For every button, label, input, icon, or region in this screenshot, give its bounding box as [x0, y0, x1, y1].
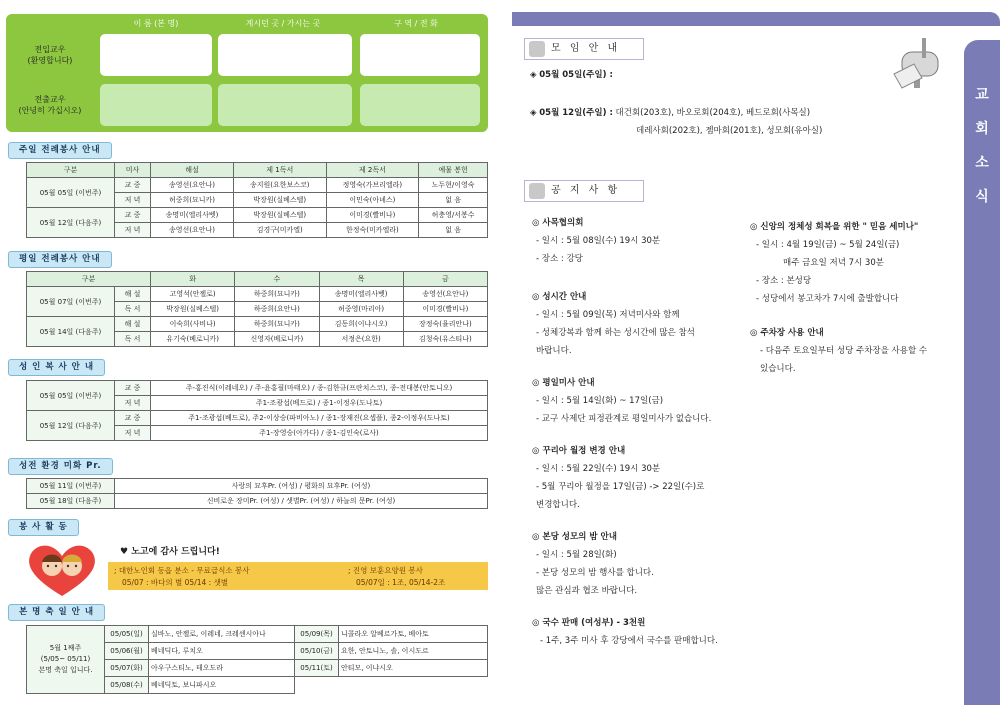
sunday-header-cell: 미사: [115, 163, 151, 178]
table-cell: 장정숙(율리안나): [403, 317, 487, 332]
visit-in-title: 전입교우: [34, 45, 66, 54]
table-cell: 노두현/이영숙: [419, 178, 488, 193]
feast-week-label: 5월 1째주: [49, 644, 82, 652]
person-icon: [529, 41, 545, 57]
service-line2-right: 05/07일 : 1조, 05/14-2조: [356, 578, 446, 587]
visit-out-district-field[interactable]: [360, 84, 480, 126]
notice-line: - 장소 : 본성당: [756, 276, 812, 286]
table-cell: 송지원(요한보스코): [233, 178, 326, 193]
weekday-header-cell: 수: [235, 272, 319, 287]
thanks-label: 노고에 감사 드립니다!: [131, 547, 220, 557]
notice-item-title: ◎ 성시간 안내: [532, 292, 587, 302]
table-cell: 박장원(실베스텔): [233, 193, 326, 208]
notice-item: [532, 374, 718, 428]
weekday-header-cell: 화: [151, 272, 235, 287]
notice-line: 변경합니다.: [536, 500, 580, 510]
date-cell: 05월 18일 (다음주): [27, 494, 115, 509]
visit-out-title: 전출교우: [34, 95, 66, 104]
notice-line: 있습니다.: [760, 364, 796, 374]
sunday-header-cell: 예물 봉헌: [419, 163, 488, 178]
feast-names-cell: 아우구스티노, 테오도라: [149, 660, 295, 677]
feast-names-cell: 요한, 안토니노, 솔, 이시도르: [339, 643, 488, 660]
notice-line: - 1주, 3주 미사 후 강당에서 국수를 판매합니다.: [540, 636, 718, 646]
feast-date-cell: 05/11(토): [295, 660, 339, 677]
service-section-title: 봉 사 활 동: [8, 519, 79, 536]
notice-line: - 5월 꾸리아 월정을 17일(금) -> 22일(수)로: [536, 482, 705, 492]
empty-cell: [339, 677, 488, 694]
notice-item: [532, 614, 718, 650]
person-icon: [529, 183, 545, 199]
visit-out-sub: (안녕히 가십시오): [18, 106, 82, 115]
notice-line: - 교구 사제단 피정관계로 평일미사가 없습니다.: [536, 414, 712, 424]
notice-item: [532, 288, 718, 360]
table-cell: 하중희(묘니카): [235, 287, 319, 302]
table-cell: 정영숙(가브리엘라): [326, 178, 419, 193]
table-cell: 신비로운 장미Pr. (여성) / 샛별Pr. (여성) / 하늘의 문Pr. (여성): [115, 494, 488, 509]
meeting-item-2-date: 05월 12일(주일) :: [539, 108, 613, 118]
visit-header-name: 이 름 (본 명): [133, 19, 179, 28]
notice-line: - 일시 : 5월 14일(화) ~ 17일(금): [536, 396, 664, 406]
table-cell: 허충영/서봉수: [419, 208, 488, 223]
notice-right-column: [750, 218, 927, 378]
weekday-header-cell: 금: [403, 272, 487, 287]
feast-date-cell: 05/09(목): [295, 626, 339, 643]
feast-date-cell: 05/06(월): [105, 643, 149, 660]
notice-item: [750, 218, 927, 308]
meeting-header: [524, 38, 644, 60]
feast-names-cell: 베네딕토, 보니파시오: [149, 677, 295, 694]
visit-out-place-field[interactable]: [218, 84, 352, 126]
top-bar: [512, 12, 1000, 26]
visit-row-in-label: [10, 44, 90, 66]
notice-line: - 본당 성모의 밤 행사를 합니다.: [536, 568, 654, 578]
notice-item-title: ◎ 꾸리아 월정 변경 안내: [532, 446, 626, 456]
altar-section-title: 성 인 복 사 안 내: [8, 359, 105, 376]
notice-line: - 일시 : 5월 22일(수) 19시 30분: [536, 464, 661, 474]
feast-names-cell: 베네딕다, 루치오: [149, 643, 295, 660]
notice-line: - 장소 : 강당: [536, 254, 583, 264]
table-row: [27, 626, 488, 643]
visit-header-place: 계시던 곳 / 가시는 곳: [245, 19, 321, 28]
table-cell: 송영선(요안나): [151, 178, 234, 193]
right-page: [500, 0, 1000, 705]
table-cell: 하중희(요안나): [235, 302, 319, 317]
table-cell: 신영자(베로니카): [235, 332, 319, 347]
sunday-header-cell: 해설: [151, 163, 234, 178]
table-cell: 박장원(실베스텔): [233, 208, 326, 223]
table-cell: 송명미(엘리사벳): [319, 287, 403, 302]
notice-item-title: ◎ 사목협의회: [532, 218, 584, 228]
feast-week-range: (5/05~ 05/11): [40, 655, 91, 663]
table-cell: 김동희(이냐시오): [319, 317, 403, 332]
weekday-header-cell: 구분: [27, 272, 151, 287]
feast-names-cell: 실바노, 안젤로, 이레네, 크레센시아나: [149, 626, 295, 643]
table-cell: 하중희(묘니카): [235, 317, 319, 332]
empty-cell: [295, 677, 339, 694]
table-cell: 없 음: [419, 223, 488, 238]
table-cell: 고영석(안젤로): [151, 287, 235, 302]
visit-in-name-field[interactable]: [100, 34, 212, 76]
service-line1-right: ; 진영 보훈요양원 봉사: [348, 566, 423, 575]
table-cell: 김경구(미카엘): [233, 223, 326, 238]
notice-line: 바랍니다.: [536, 346, 572, 356]
table-cell: 이미경(빨비나): [403, 302, 487, 317]
notice-item-title: ◎ 신앙의 정체성 회복을 위한 " 믿음 세미나": [750, 222, 919, 232]
mass-cell: 저 녁: [115, 193, 151, 208]
notice-line: - 성당에서 봉고차가 7시에 출발합니다: [756, 294, 899, 304]
date-cell: 05월 14일 (다음주): [27, 317, 115, 347]
notice-item-title: ◎ 본당 성모의 밤 안내: [532, 532, 617, 542]
mailbox-icon: [892, 34, 952, 90]
role-cell: 해 설: [115, 317, 151, 332]
notice-line: - 일시 : 5월 09일(목) 저녁미사와 함께: [536, 310, 680, 320]
heart-icon: ♥: [120, 547, 132, 557]
sunday-header-cell: 제 2독서: [326, 163, 419, 178]
thanks-banner: [8, 540, 488, 594]
couple-heart-icon: [22, 540, 102, 598]
table-cell: 주1-조광섭(베드로) / 종1-이정우(도나토): [151, 396, 488, 411]
notice-item-title: ◎ 주차장 사용 안내: [750, 328, 824, 338]
date-cell: 05월 12일 (다음주): [27, 411, 115, 441]
feast-week-note: 본명 축일 입니다.: [38, 666, 93, 674]
side-tab-char: 식: [975, 189, 989, 205]
notice-item: [532, 528, 718, 600]
weekday-table: [26, 271, 488, 347]
mass-cell: 저 녁: [115, 426, 151, 441]
notice-item: [532, 442, 718, 514]
notice-item-title: ◎ 국수 판매 (여성부) - 3천원: [532, 618, 646, 628]
mass-cell: 교 중: [115, 178, 151, 193]
feast-names-cell: 안티모, 이냐시오: [339, 660, 488, 677]
side-tab-char: 교: [975, 87, 989, 103]
diamond-icon: ◈: [530, 70, 540, 80]
table-cell: 사랑의 묘후Pr. (여성) / 평화의 묘후Pr. (여성): [115, 479, 488, 494]
feast-week-cell: [27, 626, 105, 694]
table-cell: 송명미(엘리사벳): [151, 208, 234, 223]
feast-date-cell: 05/07(화): [105, 660, 149, 677]
mass-cell: 교 중: [115, 411, 151, 426]
table-cell: 주1-장영승(아가다) / 종1-김인숙(로사): [151, 426, 488, 441]
meeting-title: 모 임 안 내: [551, 43, 621, 54]
side-tab-char: 회: [975, 121, 989, 137]
meeting-item-1: [530, 66, 613, 84]
feast-names-cell: 니콜라오 알베르가토, 베아토: [339, 626, 488, 643]
notice-left-column: [532, 214, 718, 650]
meeting-item-2-text1: 대건회(203호), 바오로회(204호), 베드로회(사목실): [615, 108, 811, 118]
visit-in-sub: (환영합니다): [27, 56, 73, 65]
meeting-item-2-text2: 데레사회(202호), 젬마회(201호), 성모회(유아실): [636, 126, 823, 136]
role-cell: 독 서: [115, 302, 151, 317]
date-cell: 05월 12일 (다음주): [27, 208, 115, 238]
visitor-box: [6, 14, 488, 132]
sunday-table: [26, 162, 488, 238]
sunday-header-cell: 구분: [27, 163, 115, 178]
weekday-section-title: 평일 전례봉사 안내: [8, 251, 112, 268]
table-cell: 이민숙(아녜스): [326, 193, 419, 208]
table-row: [27, 287, 488, 302]
visit-header-district: 구 역 / 전 화: [394, 19, 438, 28]
altar-table: [26, 380, 488, 441]
notice-header: [524, 180, 644, 202]
visit-row-out-label: [10, 94, 90, 116]
service-line1-left: ; 대한노인회 동읍 분소 - 무료급식소 봉사: [114, 566, 250, 575]
date-cell: 05월 11일 (이번주): [27, 479, 115, 494]
sunday-header-cell: 제 1독서: [233, 163, 326, 178]
table-cell: 박장원(실베스텔): [151, 302, 235, 317]
feast-date-cell: 05/05(일): [105, 626, 149, 643]
table-cell: 한정숙(미카엘라): [326, 223, 419, 238]
visit-in-district-field[interactable]: [360, 34, 480, 76]
mass-cell: 저 녁: [115, 223, 151, 238]
table-cell: 김청숙(유스티나): [403, 332, 487, 347]
notice-line: 많은 관심과 협조 바랍니다.: [536, 586, 638, 596]
table-row: [27, 494, 488, 509]
table-row: [27, 178, 488, 193]
service-band: [108, 562, 488, 590]
table-cell: 주-홍진식(이레네오) / 주-윤홍필(마태오) / 종-김한규(프란치스코), 종-전대봉(안토니오): [151, 381, 488, 396]
pr-section-title: 성전 환경 미화 Pr.: [8, 458, 113, 475]
feast-table: [26, 625, 488, 694]
table-cell: 이숙희(사비나): [151, 317, 235, 332]
table-cell: 이미경(빨비나): [326, 208, 419, 223]
notice-line: - 다음주 토요일부터 성당 주차장을 사용할 수: [760, 346, 928, 356]
mass-cell: 저 녁: [115, 396, 151, 411]
notice-item: [750, 324, 927, 378]
meeting-item-2: [530, 104, 810, 122]
table-cell: 허중영(마리아): [319, 302, 403, 317]
table-cell: 서정은(요한): [319, 332, 403, 347]
table-cell: 송영선(요안나): [403, 287, 487, 302]
notice-item: [532, 214, 718, 268]
sunday-section-title: 주일 전례봉사 안내: [8, 142, 112, 159]
table-cell: 유기숙(베로니카): [151, 332, 235, 347]
table-cell: 허중희(묘니카): [151, 193, 234, 208]
diamond-icon: ◈: [530, 108, 540, 118]
role-cell: 독 서: [115, 332, 151, 347]
weekday-header-cell: 목: [319, 272, 403, 287]
table-row: [27, 208, 488, 223]
table-row: [27, 317, 488, 332]
date-cell: 05월 05일 (이번주): [27, 381, 115, 411]
meeting-item-1-text: 05월 05일(주일) :: [539, 70, 613, 80]
table-cell: 없 음: [419, 193, 488, 208]
mass-cell: 교 중: [115, 381, 151, 396]
visit-in-place-field[interactable]: [218, 34, 352, 76]
side-tab: [964, 40, 1000, 705]
notice-title: 공 지 사 항: [551, 185, 621, 196]
notice-line: - 성체강복과 함께 하는 성시간에 많은 참석: [536, 328, 695, 338]
notice-item-title: ◎ 평일미사 안내: [532, 378, 595, 388]
notice-line: 매주 금요일 저녁 7시 30분: [756, 258, 884, 268]
table-cell: 송영선(요안나): [151, 223, 234, 238]
pr-table: [26, 478, 488, 509]
date-cell: 05월 07일 (이번주): [27, 287, 115, 317]
side-tab-char: 소: [975, 155, 989, 171]
table-row: [27, 479, 488, 494]
notice-line: - 일시 : 4월 19일(금) ~ 5월 24일(금): [756, 240, 900, 250]
feast-section-title: 본 명 축 일 안 내: [8, 604, 105, 621]
notice-line: - 일시 : 5월 08일(수) 19시 30분: [536, 236, 661, 246]
visit-out-name-field[interactable]: [100, 84, 212, 126]
service-line2-left: 05/07 : 바다의 별 05/14 : 샛별: [122, 578, 229, 587]
table-row: [27, 411, 488, 426]
thanks-text: [120, 544, 220, 557]
notice-line: - 일시 : 5월 28일(화): [536, 550, 617, 560]
feast-date-cell: 05/10(금): [295, 643, 339, 660]
date-cell: 05월 05일 (이번주): [27, 178, 115, 208]
table-row: [27, 381, 488, 396]
table-cell: 주1-조광섭(베드로), 주2-이상승(파비아노) / 종1-장재진(요셉플), 종2-이정우(도나토): [151, 411, 488, 426]
feast-date-cell: 05/08(수): [105, 677, 149, 694]
role-cell: 해 설: [115, 287, 151, 302]
mass-cell: 교 중: [115, 208, 151, 223]
